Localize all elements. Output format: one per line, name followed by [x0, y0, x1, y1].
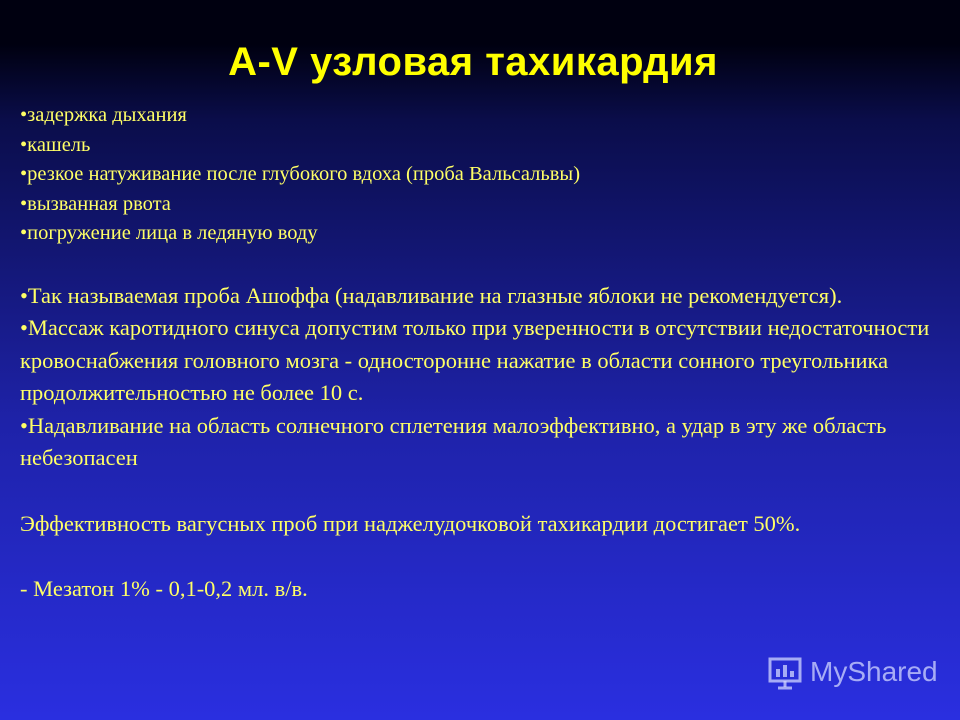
bullet-item: •вызванная рвота	[20, 192, 171, 215]
bullet-item: •задержка дыхания	[20, 104, 187, 126]
bullet-paragraph: •Так называемая проба Ашоффа (надавливание на глазные яблоки не рекомендуется).	[20, 282, 843, 308]
watermark-logo	[766, 652, 938, 692]
effectiveness-text: Эффективность вагусных проб при наджелудочковой тахикардии достигает 50%.	[20, 510, 801, 536]
bullet-item: •резкое натуживание после глубокого вдоха (проба Вальсальвы)	[20, 163, 581, 185]
bullet-item: •кашель	[20, 133, 91, 156]
watermark-text: MyShared	[810, 656, 938, 687]
mezaton-text: - Мезатон 1% - 0,1-0,2 мл. в/в.	[20, 576, 308, 601]
slide-title: A-V узловая тахикардия	[228, 40, 718, 84]
presentation-board-icon	[766, 653, 804, 691]
bullet-paragraph: •Надавливание на область солнечного сплетения малоэффективно, а удар в эту же область небезопасен	[20, 412, 887, 470]
bullet-paragraph: •Массаж каротидного синуса допустим только при уверенности в отсутствии недостаточности кровоснабжения головного мозга - односторонне нажатие в области сонного треугольника продолжительностью не более 10 с.	[20, 315, 930, 405]
slide-body	[20, 101, 940, 606]
bullet-item: •погружение лица в ледяную воду	[20, 222, 318, 244]
